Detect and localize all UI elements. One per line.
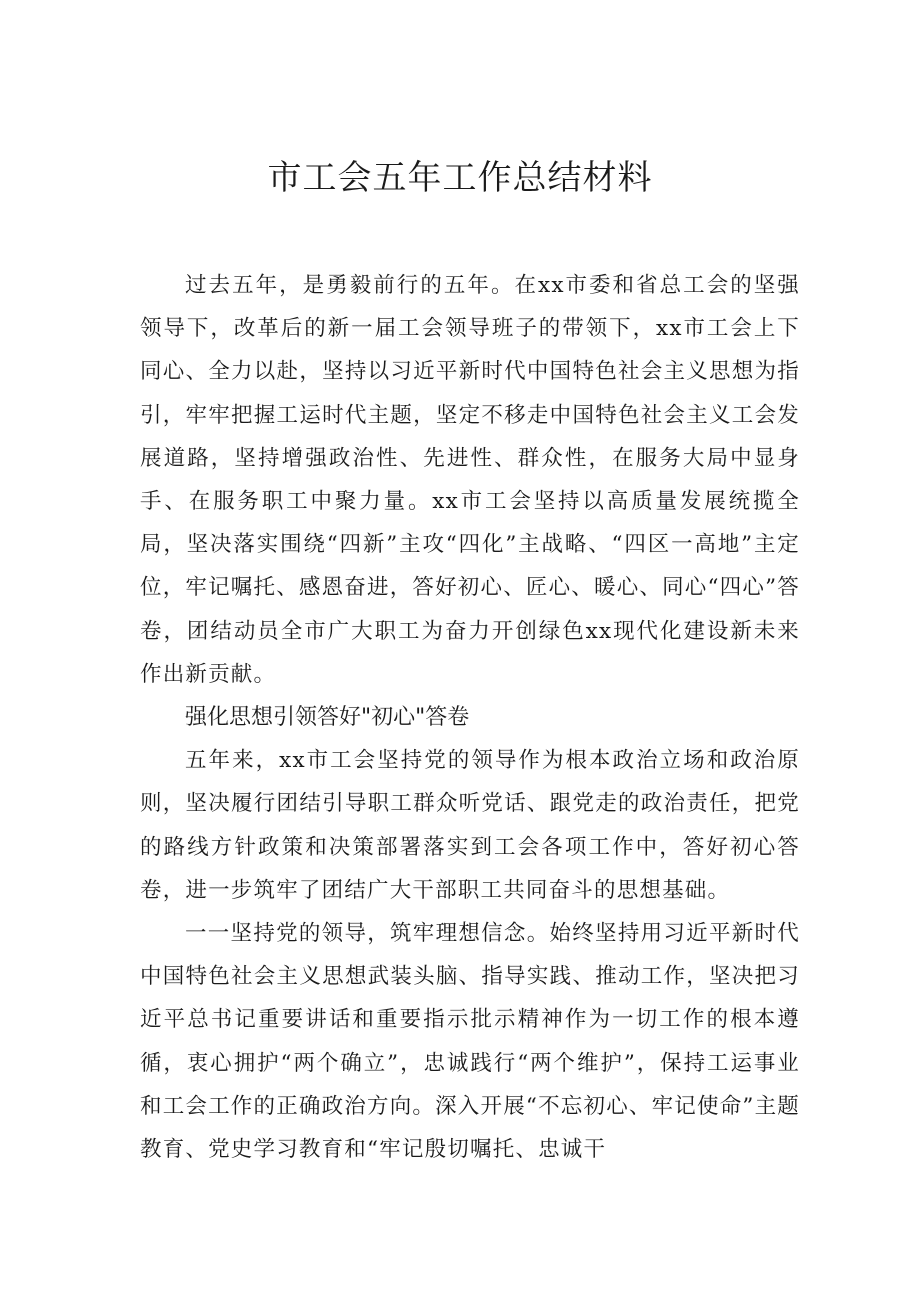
intro-paragraph: 过去五年，是勇毅前行的五年。在xx市委和省总工会的坚强领导下，改革后的新一届工会领导班子的带领下，xx市工会上下同心、全力以赴，坚持以习近平新时代中国特色社会主义思想为指引，牢牢把握工运时代主题，坚定不移走中国特色社会主义工会发展道路，坚持增强政治性、先进性、群众性，在服务大局中显身手、在服务职工中聚力量。xx市工会坚持以高质量发展统揽全局，坚决落实围绕“四新”主攻“四化”主战略、“四区一高地”主定位，牢记嘱托、感恩奋进，答好初心、匠心、暖心、同心“四心”答卷，团结动员全市广大职工为奋力开创绿色xx现代化建设新未来作出新贡献。 (140, 273, 800, 687)
document-title: 市工会五年工作总结材料 (267, 158, 653, 198)
section-paragraph-2: 一一坚持党的领导，筑牢理想信念。始终坚持用习近平新时代中国特色社会主义思想武装头脑、指导实践、推动工作，坚决把习近平总书记重要讲话和重要指示批示精神作为一切工作的根本遵循，衷心拥护“两个确立”，忠诚践行“两个维护”，保持工运事业和工会工作的正确政治方向。深入开展“不忘初心、牢记使命”主题教育、党史学习教育和“牢记殷切嘱托、忠诚干 (140, 921, 800, 1163)
section-paragraph-1: 五年来，xx市工会坚持党的领导作为根本政治立场和政治原则，坚决履行团结引导职工群众听党话、跟党走的政治责任，把党的路线方针政策和决策部署落实到工会各项工作中，答好初心答卷，进一步筑牢了团结广大干部职工共同奋斗的思想基础。 (140, 748, 800, 903)
section-heading: 强化思想引领答好"初心"答卷 (185, 705, 470, 731)
document-body (140, 264, 800, 1171)
